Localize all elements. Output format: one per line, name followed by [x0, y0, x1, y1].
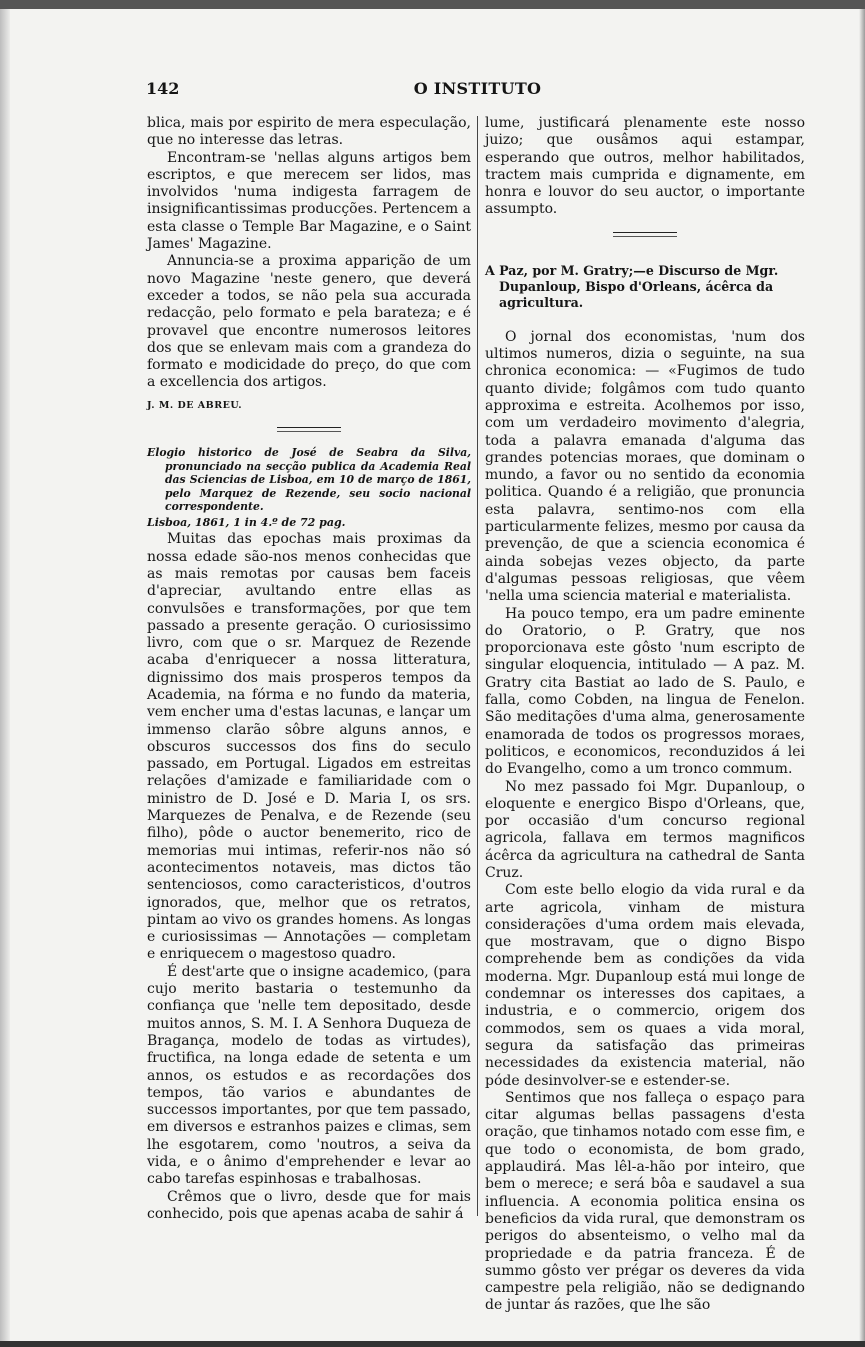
paragraph: Com este bello elogio da vida rural e da arte agricola, vinham de mistura considerações d'uma ordem mais elevada, que mostravam, que o digno Bispo comprehende bem as condições da vida moderna. Mgr. Dupanloup está mui longe de condemnar os interesses dos capitaes, a industria, e o commercio, origem dos commodos, sem os quaes a vida moral, segura da satisfação das primeiras necessidades da existencia material, não póde desinvolver-se e estender-se. [485, 882, 805, 1089]
page-number: 142 [146, 79, 180, 98]
page-left-shadow [0, 9, 10, 1341]
paragraph: Muitas das epochas mais proximas da nossa edade são-nos menos conhecidas que as mais remotas por causas bem faceis d'apreciar, avultando entre ellas as convulsões e transformações, por que tem passado a presente geração. O curiosissimo livro, com que o sr. Marquez de Rezende acaba d'enriquecer a nossa litteratura, dignissimo dos mais prosperos tempos da Academia, na fórma e no fundo da materia, vem encher uma d'estas lacunas, e lançar um immenso clarão sôbre alguns annos, e obscuros successos dos fins do seculo passado, em Portugal. Ligados em estreitas relações d'amizade e familiaridade com o ministro de D. José e D. Maria I, os srs. Marquezes de Penalva, e de Rezende (seu filho), pôde o auctor benemerito, rico de memorias mui intimas, referir-nos não só acontecimentos notaveis, mas dictos tão sentenciosos, como caracteristicos, d'outros ignorados, que, melhor que os retratos, pintam ao vivo os grandes homens. As longas e curiosissimas — Annotações — completam e enriquecem o magestoso quadro. [147, 531, 471, 963]
paragraph: No mez passado foi Mgr. Dupanloup, o eloquente e energico Bispo d'Orleans, que, por occasião d'um concurso regional agricola, fallava em termos magnificos ácêrca da agricultura na cathedral de Santa Cruz. [485, 778, 805, 881]
paragraph: Crêmos que o livro, desde que for mais conhecido, pois que apenas acaba de sahir á [147, 1188, 471, 1222]
paragraph: Annuncia-se a proxima apparição de um novo Magazine 'neste genero, que deverá exceder a todos, se não pela sua accurada redacção, pelo formato e pela barateza; e é provavel que encontre numerosos leitores dos que se enlevam mais com a grandeza do formato e modicidade do preço, do que com a excellencia dos artigos. [147, 253, 471, 391]
running-title: O INSTITUTO [413, 79, 542, 98]
scan-top-edge [0, 0, 865, 9]
paragraph: O jornal dos economistas, 'num dos ultimos numeros, dizia o seguinte, na sua chronica economica: — «Fugimos de tudo quanto divide; folgâmos com tudo quanto approxima e estreita. Acolhemos por isso, com um verdadeiro movimento d'alegria, toda a palavra emanada d'alguma das grandes potencias moraes, que dominam o mundo, a favor ou no sentido da economia politica. Quando é a religião, que pronuncia esta palavra, sentimo-nos com ella particularmente felizes, mesmo por causa da prevenção, de que a sciencia economica é ainda sobejas vezes objecto, da parte d'algumas pessoas religiosas, que vêem 'nella uma sciencia material e materialista. [485, 328, 805, 605]
review-imprint: Lisboa, 1861, 1 in 4.º de 72 pag. [147, 516, 346, 530]
author-signature: J. M. DE ABREU. [147, 399, 243, 411]
paragraph: blica, mais por espirito de mera especulação, que no interesse das letras. [147, 115, 471, 149]
paragraph: Encontram-se 'nellas alguns artigos bem escriptos, e que merecem ser lidos, mas involvidos 'numa indigesta farragem de insignificantissimas producções. Pertencem a esta classe o Temple Bar Magazine, e o Saint James' Magazine. [147, 149, 471, 253]
scan-bottom-edge [0, 1341, 865, 1347]
paragraph: Sentimos que nos falleça o espaço para citar algumas bellas passagens d'esta oração, que tinhamos notado com esse fim, e que todo o economista, de bom grado, applaudirá. Mas lêl-a-hão por inteiro, que bem o merece; e será bôa e saudavel a sua influencia. A economia politica ensina os beneficios da vida rural, que demonstram os perigos do absenteismo, o velho mal da propriedade e da patria franceza. É de summo gôsto ver prégar os deveres da vida campestre pela religião, não se dedignando de juntar ás razões, que lhe são [485, 1089, 805, 1314]
column-divider [477, 116, 478, 1216]
separator-rule [613, 232, 677, 237]
left-column [147, 115, 471, 1223]
page-right-shadow [859, 9, 865, 1341]
paragraph: lume, justificará plenamente este nosso juizo; que ousâmos aqui estampar, esperando que outros, melhor habilitados, tractem mais cumprida e dignamente, em honra e louvor do seu auctor, o importante assumpto. [485, 115, 805, 218]
separator-rule [277, 427, 341, 432]
paragraph: Ha pouco tempo, era um padre eminente do Oratorio, o P. Gratry, que nos proporcionava este gôsto 'num escripto de singular eloquencia, intitulado — A paz. M. Gratry cita Bastiat ao lado de S. Paulo, e falla, como Cobden, na lingua de Fenelon. São meditações d'uma alma, generosamente enamorada de todos os progressos moraes, politicos, e economicos, reconduzidos á lei do Evangelho, como a um tronco commum. [485, 605, 805, 778]
review-title: Elogio historico de José de Seabra da Silva, pronunciado na secção publica da Academia Real das Sciencias de Lisboa, em 10 de março de 1861, pelo Marquez de Rezende, seu socio nacional correspondente. [147, 446, 471, 514]
section-heading: A Paz, por M. Gratry;—e Discurso de Mgr. Dupanloup, Bispo d'Orleans, ácêrca da agricultura. [485, 262, 779, 310]
paragraph: É dest'arte que o insigne academico, (para cujo merito bastaria o testemunho da confiança que 'nelle tem depositado, desde muitos annos, S. M. I. A Senhora Duqueza de Bragança, modelo de todas as virtudes), fructifica, na longa edade de setenta e um annos, os estudos e as recordações dos tempos, tão varios e abundantes de successos importantes, por que tem passado, em diversos e estranhos paizes e climas, sem lhe esgotarem, como 'noutros, a seiva da vida, e o ânimo d'emprehender e levar ao cabo tarefas espinhosas e trabalhosas. [147, 963, 471, 1188]
right-column [485, 115, 805, 1315]
